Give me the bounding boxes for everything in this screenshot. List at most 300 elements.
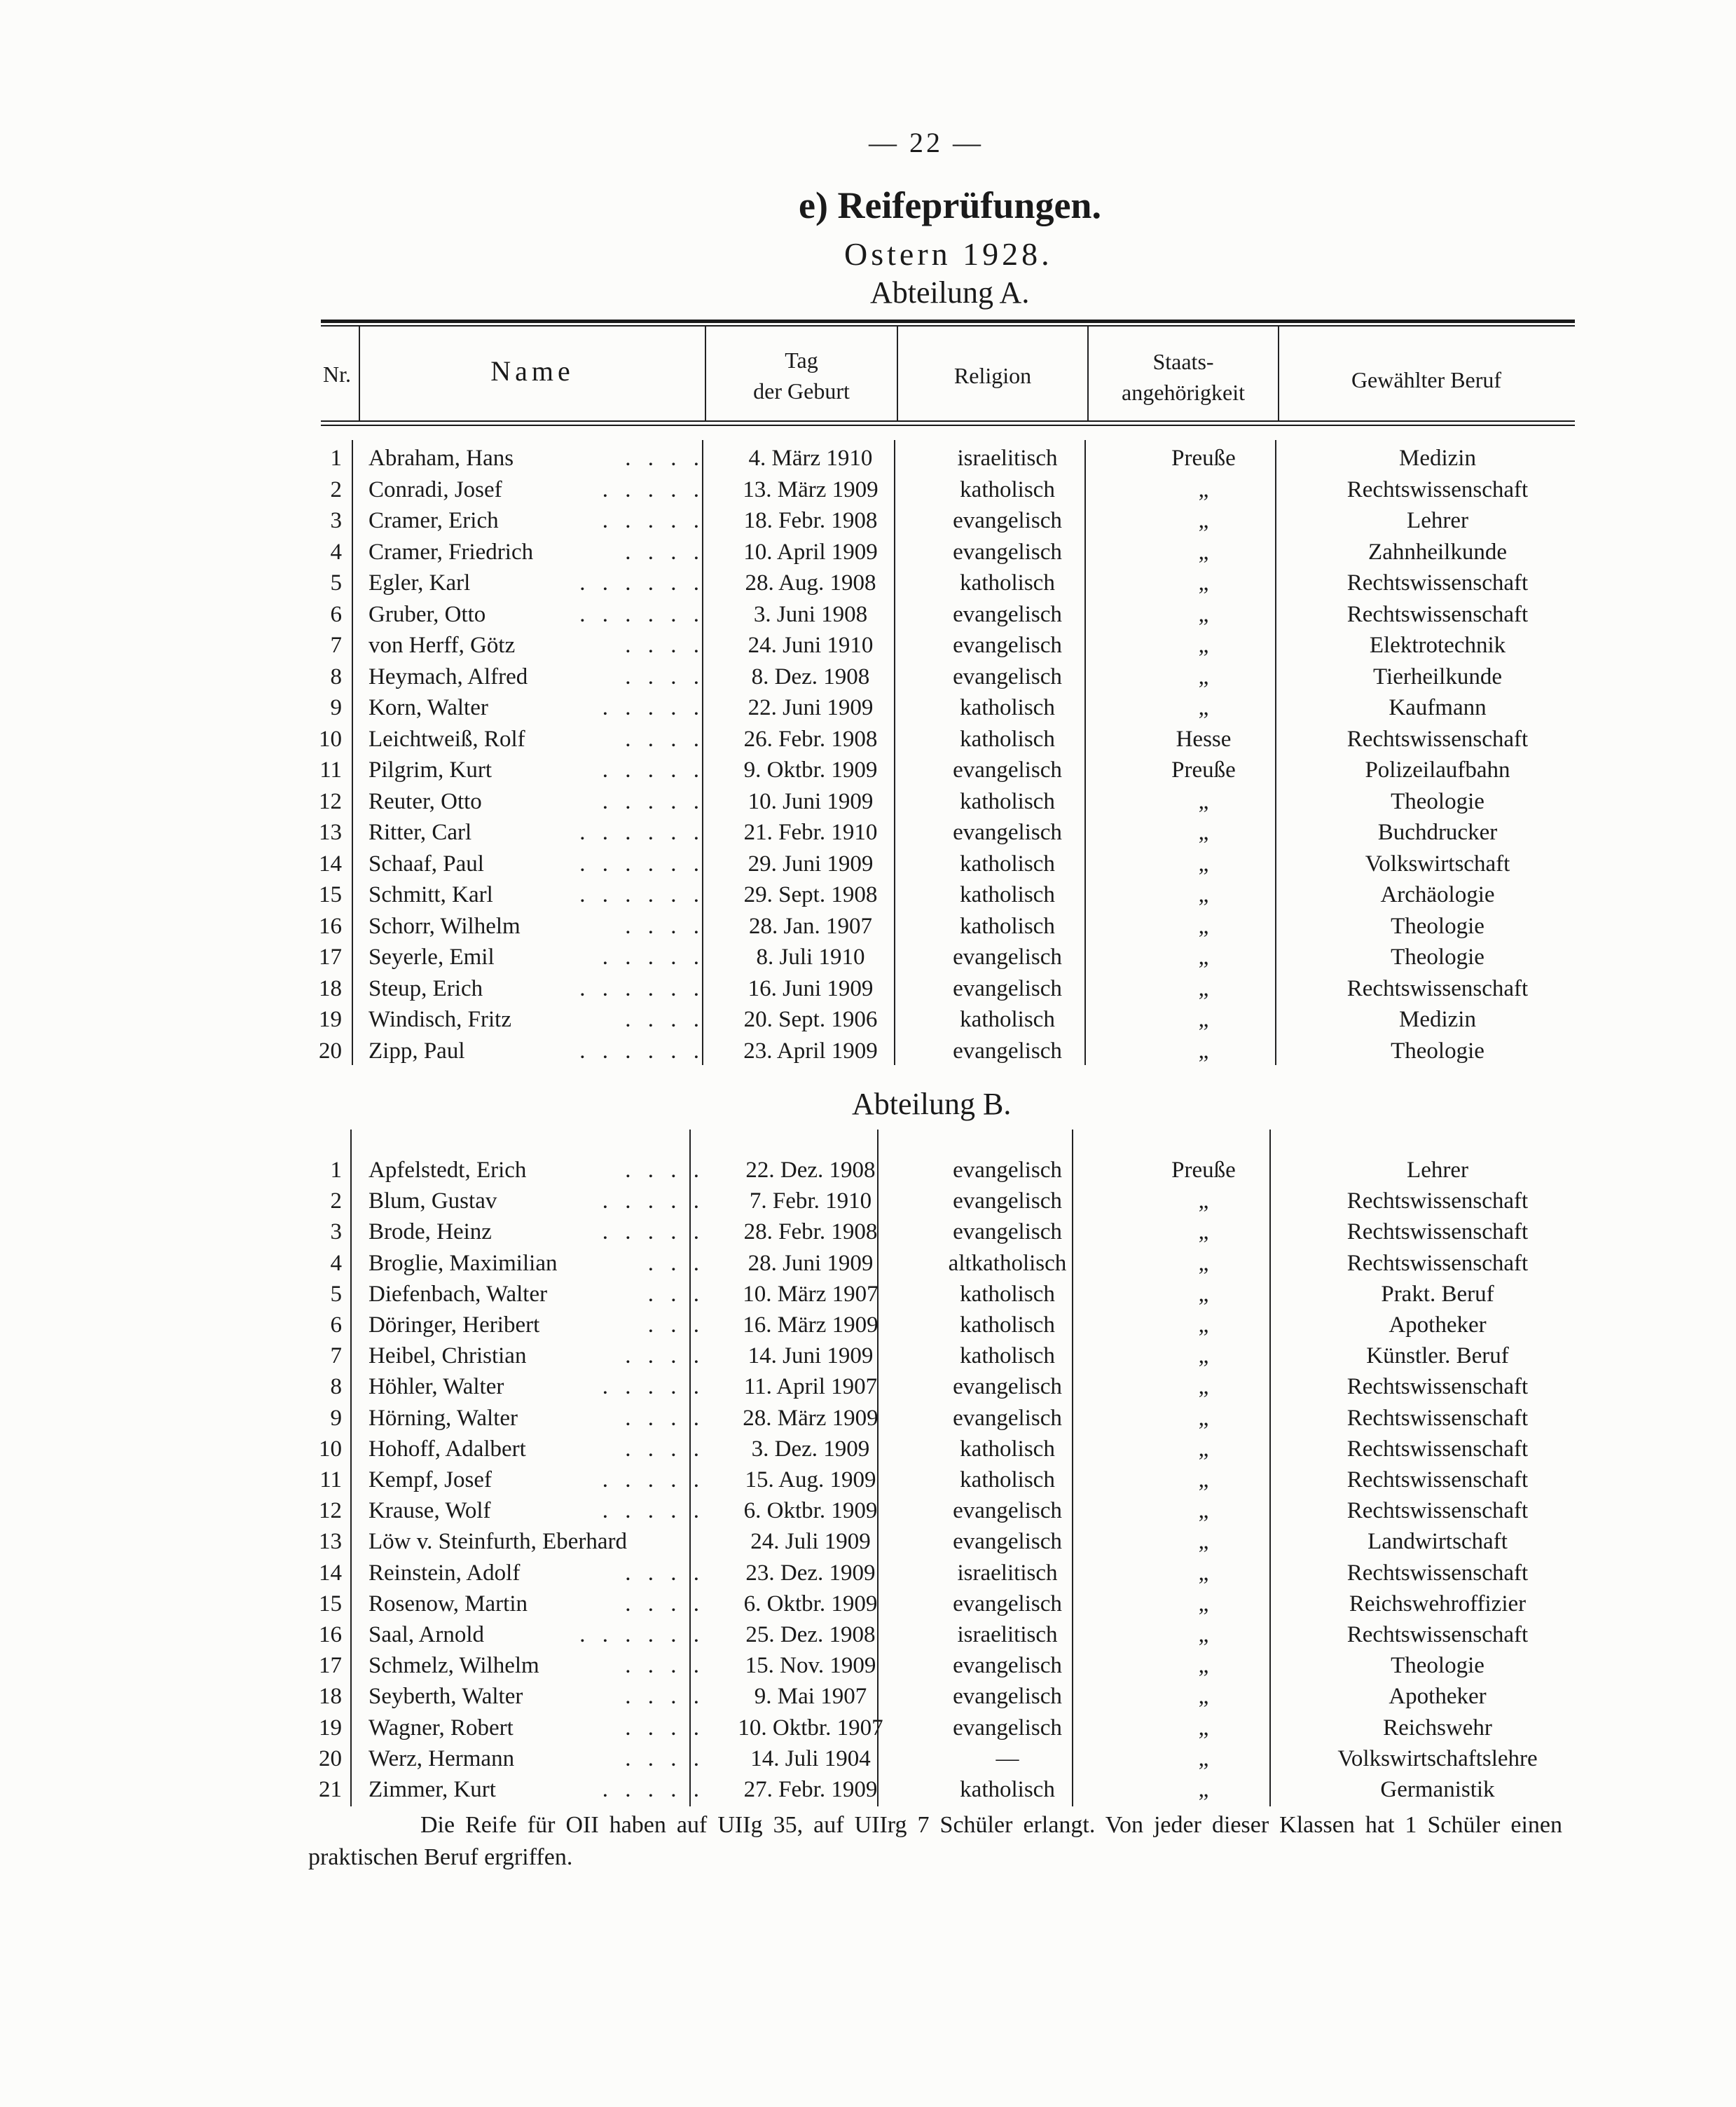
citizenship: „ — [1198, 695, 1209, 720]
student-name-cell — [368, 1155, 705, 1186]
birth-date: 21. Febr. 1910 — [743, 820, 878, 845]
birth-date: 10. Juni 1909 — [748, 788, 874, 814]
citizenship: „ — [1198, 1343, 1209, 1369]
citizenship: „ — [1198, 975, 1209, 1001]
table-row — [308, 1588, 1569, 1619]
table-row — [308, 505, 1569, 536]
birth-date: 28. Jan. 1907 — [749, 913, 872, 939]
student-name: Blum, Gustav — [368, 1188, 497, 1214]
student-name: Diefenbach, Walter — [368, 1281, 548, 1307]
religion: katholisch — [960, 1467, 1055, 1492]
table-row — [308, 443, 1569, 474]
birth-date: 3. Juni 1908 — [753, 601, 868, 627]
student-name: Gruber, Otto — [368, 601, 486, 627]
religion: katholisch — [960, 851, 1055, 877]
citizenship: „ — [1198, 1715, 1209, 1741]
student-name-cell — [368, 1713, 705, 1743]
student-name-cell — [368, 1340, 705, 1371]
student-name-cell — [368, 786, 705, 817]
student-name: Rosenow, Martin — [368, 1591, 528, 1617]
leader-dots: . . . . — [625, 1653, 705, 1679]
row-number: 2 — [330, 1188, 342, 1214]
student-name: Wagner, Robert — [368, 1715, 514, 1741]
student-name: Heibel, Christian — [368, 1343, 527, 1369]
citizenship: „ — [1198, 1007, 1209, 1032]
student-name: Seyerle, Emil — [368, 945, 495, 970]
table-row — [308, 817, 1569, 848]
religion: katholisch — [960, 695, 1055, 720]
leader-dots: . . . . . — [602, 695, 705, 720]
table-row — [308, 1403, 1569, 1434]
religion: evangelisch — [953, 601, 1062, 627]
student-name-cell — [368, 1248, 705, 1279]
student-name: Conradi, Josef — [368, 476, 502, 502]
header-nr: Nr. — [323, 362, 351, 387]
citizenship: „ — [1198, 1219, 1209, 1245]
student-name-cell — [368, 817, 705, 848]
student-name: Zimmer, Kurt — [368, 1777, 496, 1802]
religion: katholisch — [960, 1281, 1055, 1307]
birth-date: 23. Dez. 1909 — [745, 1560, 876, 1586]
leader-dots: . . . . . . — [579, 1622, 705, 1647]
leader-dots: . . . . . — [602, 1188, 705, 1214]
citizenship: „ — [1198, 664, 1209, 689]
row-number: 11 — [319, 1467, 342, 1492]
religion: katholisch — [960, 1007, 1055, 1032]
citizenship: „ — [1198, 1529, 1209, 1555]
table-row — [308, 755, 1569, 785]
leader-dots: . . . . . . — [579, 820, 705, 845]
religion: evangelisch — [953, 1653, 1062, 1679]
citizenship: „ — [1198, 601, 1209, 627]
table-row — [308, 1248, 1569, 1279]
leader-dots: . . . . — [625, 1745, 705, 1771]
student-name-cell — [368, 661, 705, 692]
religion: evangelisch — [953, 633, 1062, 658]
student-name: Seyberth, Walter — [368, 1684, 523, 1710]
religion: evangelisch — [953, 1715, 1062, 1741]
student-name-cell — [368, 1650, 705, 1681]
citizenship: Preuße — [1171, 446, 1236, 471]
student-name-cell — [368, 1681, 705, 1712]
table-row — [308, 692, 1569, 723]
religion: evangelisch — [953, 1188, 1062, 1214]
student-name-cell — [368, 1526, 705, 1557]
chosen-profession: Rechtswissenschaft — [1346, 975, 1529, 1001]
citizenship: „ — [1198, 1591, 1209, 1617]
student-name-cell — [368, 1036, 705, 1066]
header-top-rule — [321, 320, 1575, 323]
table-row — [308, 1216, 1569, 1247]
religion: evangelisch — [953, 1405, 1062, 1431]
citizenship: „ — [1198, 913, 1209, 939]
chosen-profession: Rechtswissenschaft — [1346, 476, 1529, 502]
row-number: 17 — [319, 1653, 342, 1679]
religion: evangelisch — [953, 945, 1062, 970]
citizenship: „ — [1198, 1436, 1209, 1462]
citizenship: „ — [1198, 1281, 1209, 1307]
leader-dots: . . . . . . — [579, 1038, 705, 1064]
student-name: Hörning, Walter — [368, 1405, 518, 1431]
row-number: 1 — [330, 1158, 342, 1183]
religion: evangelisch — [953, 508, 1062, 533]
student-name: Apfelstedt, Erich — [368, 1158, 527, 1183]
student-name: Ritter, Carl — [368, 820, 472, 845]
leader-dots: . . . . . . — [579, 851, 705, 877]
leader-dots: . . . . . — [602, 1467, 705, 1492]
header-profession: Gewählter Beruf — [1351, 367, 1502, 392]
chosen-profession: Medizin — [1399, 446, 1476, 471]
student-name-cell — [368, 599, 705, 630]
chosen-profession: Reichswehroffizier — [1349, 1591, 1527, 1617]
leader-dots: . . . — [647, 1250, 705, 1276]
table-row — [308, 1340, 1569, 1371]
religion: evangelisch — [953, 1158, 1062, 1183]
student-name: Pilgrim, Kurt — [368, 757, 492, 783]
student-name: Brode, Heinz — [368, 1219, 492, 1245]
table-row — [308, 1279, 1569, 1310]
student-name: Cramer, Friedrich — [368, 539, 534, 565]
chosen-profession: Reichswehr — [1383, 1715, 1492, 1741]
chosen-profession: Elektrotechnik — [1369, 633, 1506, 658]
student-name-cell — [368, 1619, 705, 1650]
student-name: Hohoff, Adalbert — [368, 1436, 526, 1462]
chosen-profession: Lehrer — [1407, 508, 1468, 533]
chosen-profession: Lehrer — [1407, 1158, 1468, 1183]
student-name-cell — [368, 1371, 705, 1402]
student-name: Döringer, Heribert — [368, 1312, 540, 1338]
religion: katholisch — [960, 788, 1055, 814]
chosen-profession: Theologie — [1391, 945, 1484, 970]
birth-date: 28. Febr. 1908 — [743, 1219, 878, 1245]
row-number: 12 — [319, 788, 342, 814]
row-number: 3 — [330, 508, 342, 533]
row-number: 12 — [319, 1498, 342, 1524]
table-row — [308, 911, 1569, 942]
religion: katholisch — [960, 1312, 1055, 1338]
table-row — [308, 724, 1569, 755]
row-number: 3 — [330, 1219, 342, 1245]
birth-date: 28. Juni 1909 — [748, 1250, 874, 1276]
leader-dots: . . . . . — [602, 508, 705, 533]
leader-dots: . . . . . — [602, 1219, 705, 1245]
chosen-profession: Germanistik — [1380, 1777, 1495, 1802]
leader-dots: . . . . . — [602, 788, 705, 814]
table-row — [308, 942, 1569, 973]
table-row — [308, 568, 1569, 598]
student-name: Heymach, Alfred — [368, 664, 528, 689]
department-a-title: Abteilung A. — [870, 275, 1030, 310]
student-name: Cramer, Erich — [368, 508, 499, 533]
table-row — [308, 1713, 1569, 1743]
table-row — [308, 1434, 1569, 1464]
leader-dots: . . . . — [625, 913, 705, 939]
religion: evangelisch — [953, 1219, 1062, 1245]
row-number: 2 — [330, 476, 342, 502]
table-row — [308, 786, 1569, 817]
leader-dots: . . . — [647, 1281, 705, 1307]
row-number: 13 — [319, 1529, 342, 1555]
leader-dots: . . . — [647, 1312, 705, 1338]
table-row — [308, 630, 1569, 661]
citizenship: „ — [1198, 633, 1209, 658]
table-row — [308, 1743, 1569, 1774]
birth-date: 24. Juni 1910 — [748, 633, 874, 658]
student-name: Höhler, Walter — [368, 1374, 504, 1400]
student-name-cell — [368, 537, 705, 568]
student-name-cell — [368, 1004, 705, 1035]
chosen-profession: Volkswirtschaft — [1365, 851, 1510, 877]
section-title: e) Reifeprüfungen. — [799, 184, 1101, 226]
chosen-profession: Rechtswissenschaft — [1346, 601, 1529, 627]
citizenship: „ — [1198, 1374, 1209, 1400]
student-name-cell — [368, 1216, 705, 1247]
student-name-cell — [368, 1588, 705, 1619]
row-number: 8 — [330, 664, 342, 689]
leader-dots: . . . . — [625, 633, 705, 658]
chosen-profession: Rechtswissenschaft — [1346, 1467, 1529, 1492]
student-name: Werz, Hermann — [368, 1745, 515, 1771]
birth-date: 14. Juni 1909 — [748, 1343, 874, 1369]
row-number: 20 — [319, 1038, 342, 1064]
religion: israelitisch — [957, 1622, 1058, 1647]
row-number: 15 — [319, 882, 342, 907]
student-name: Schorr, Wilhelm — [368, 913, 521, 939]
chosen-profession: Rechtswissenschaft — [1346, 1250, 1529, 1276]
table-row — [308, 1186, 1569, 1216]
student-name: Saal, Arnold — [368, 1622, 484, 1647]
citizenship: „ — [1198, 1560, 1209, 1586]
student-name-cell — [368, 1774, 705, 1805]
header-bottom-rule-thin — [321, 425, 1575, 426]
row-number: 18 — [319, 975, 342, 1001]
citizenship: „ — [1198, 1467, 1209, 1492]
leader-dots: . . . . — [625, 1715, 705, 1741]
student-name-cell — [368, 443, 705, 474]
birth-date: 6. Oktbr. 1909 — [743, 1498, 878, 1524]
table-row — [308, 1155, 1569, 1186]
leader-dots: . . . . . — [602, 945, 705, 970]
student-name-cell — [368, 568, 705, 598]
religion: evangelisch — [953, 757, 1062, 783]
table-row — [308, 1650, 1569, 1681]
birth-date: 13. März 1909 — [743, 476, 879, 502]
citizenship: „ — [1198, 851, 1209, 877]
chosen-profession: Rechtswissenschaft — [1346, 1374, 1529, 1400]
religion: evangelisch — [953, 1591, 1062, 1617]
leader-dots: . . . . — [625, 1007, 705, 1032]
religion: katholisch — [960, 476, 1055, 502]
student-name: Krause, Wolf — [368, 1498, 491, 1524]
birth-date: 29. Sept. 1908 — [743, 882, 878, 907]
row-number: 7 — [330, 1343, 342, 1369]
citizenship: „ — [1198, 1653, 1209, 1679]
birth-date: 26. Febr. 1908 — [743, 726, 878, 752]
table-row — [308, 1619, 1569, 1650]
table-row — [308, 879, 1569, 910]
chosen-profession: Rechtswissenschaft — [1346, 1560, 1529, 1586]
row-number: 16 — [319, 1622, 342, 1647]
table-row — [308, 1774, 1569, 1805]
row-number: 9 — [330, 695, 342, 720]
row-number: 11 — [319, 757, 342, 783]
leader-dots: . . . . — [625, 446, 705, 471]
birth-date: 10. März 1907 — [743, 1281, 879, 1307]
student-name-cell — [368, 630, 705, 661]
birth-date: 7. Febr. 1910 — [749, 1188, 872, 1214]
chosen-profession: Archäologie — [1380, 882, 1495, 907]
citizenship: „ — [1198, 1745, 1209, 1771]
citizenship: „ — [1198, 476, 1209, 502]
citizenship: Preuße — [1171, 1158, 1236, 1183]
birth-date: 28. Aug. 1908 — [745, 570, 876, 596]
religion: katholisch — [960, 570, 1055, 596]
citizenship: „ — [1198, 1684, 1209, 1710]
chosen-profession: Theologie — [1391, 913, 1484, 939]
religion: evangelisch — [953, 1529, 1062, 1555]
row-number: 9 — [330, 1405, 342, 1431]
leader-dots: . . . . . — [602, 1777, 705, 1802]
table-row — [308, 1371, 1569, 1402]
chosen-profession: Theologie — [1391, 1038, 1484, 1064]
birth-date: 22. Juni 1909 — [748, 695, 874, 720]
religion: evangelisch — [953, 975, 1062, 1001]
birth-date: 24. Juli 1909 — [750, 1529, 871, 1555]
row-number: 4 — [330, 1250, 342, 1276]
leader-dots: . . . . — [625, 664, 705, 689]
religion: evangelisch — [953, 539, 1062, 565]
row-number: 20 — [319, 1745, 342, 1771]
student-name: Broglie, Maximilian — [368, 1250, 558, 1276]
birth-date: 22. Dez. 1908 — [745, 1158, 876, 1183]
birth-date: 11. April 1907 — [743, 1374, 878, 1400]
leader-dots: . . . . — [625, 1591, 705, 1617]
row-number: 5 — [330, 1281, 342, 1307]
leader-dots: . . . . — [625, 1343, 705, 1369]
chosen-profession: Apotheker — [1389, 1684, 1487, 1710]
student-name: Reinstein, Adolf — [368, 1560, 521, 1586]
student-name-cell — [368, 724, 705, 755]
citizenship: „ — [1198, 788, 1209, 814]
chosen-profession: Rechtswissenschaft — [1346, 1436, 1529, 1462]
student-name: Egler, Karl — [368, 570, 471, 596]
birth-date: 6. Oktbr. 1909 — [743, 1591, 878, 1617]
religion: katholisch — [960, 726, 1055, 752]
table-row — [308, 1681, 1569, 1712]
header-top-rule-thin — [321, 325, 1575, 327]
chosen-profession: Medizin — [1399, 1007, 1476, 1032]
leader-dots: . . . . — [625, 1436, 705, 1462]
birth-date: 9. Mai 1907 — [754, 1684, 867, 1710]
birth-date: 16. Juni 1909 — [748, 975, 874, 1001]
table-row — [308, 661, 1569, 692]
row-number: 17 — [319, 945, 342, 970]
religion: katholisch — [960, 1777, 1055, 1802]
student-name: Steup, Erich — [368, 975, 483, 1001]
table-row — [308, 1464, 1569, 1495]
chosen-profession: Künstler. Beruf — [1366, 1343, 1509, 1369]
citizenship: „ — [1198, 1777, 1209, 1802]
table-row — [308, 1526, 1569, 1557]
leader-dots: . . . . . . — [579, 570, 705, 596]
student-name-cell — [368, 1186, 705, 1216]
student-name: Schaaf, Paul — [368, 851, 484, 877]
student-name-cell — [368, 1495, 705, 1526]
student-name-cell — [368, 1464, 705, 1495]
religion: israelitisch — [957, 446, 1058, 471]
student-name-cell — [368, 879, 705, 910]
student-name: Zipp, Paul — [368, 1038, 465, 1064]
leader-dots: . . . . — [625, 1684, 705, 1710]
row-number: 5 — [330, 570, 342, 596]
citizenship: Hesse — [1176, 726, 1232, 752]
religion: evangelisch — [953, 664, 1062, 689]
student-name-cell — [368, 973, 705, 1004]
chosen-profession: Tierheilkunde — [1373, 664, 1502, 689]
leader-dots: . . . . . . — [579, 882, 705, 907]
header-birth-line2: der Geburt — [753, 378, 850, 404]
birth-date: 10. April 1909 — [743, 539, 878, 565]
table-row — [308, 1558, 1569, 1588]
row-number: 10 — [319, 726, 342, 752]
row-number: 14 — [319, 851, 342, 877]
chosen-profession: Theologie — [1391, 788, 1484, 814]
citizenship: „ — [1198, 1405, 1209, 1431]
student-name-cell — [368, 474, 705, 505]
page-number: — 22 — — [869, 127, 984, 158]
religion: israelitisch — [957, 1560, 1058, 1586]
table-row — [308, 1004, 1569, 1035]
row-number: 19 — [319, 1007, 342, 1032]
leader-dots: . . . . — [625, 539, 705, 565]
table-row — [308, 537, 1569, 568]
chosen-profession: Landwirtschaft — [1368, 1529, 1508, 1555]
student-name: Reuter, Otto — [368, 788, 482, 814]
row-number: 19 — [319, 1715, 342, 1741]
birth-date: 4. März 1910 — [748, 446, 873, 471]
student-name: Löw v. Steinfurth, Eberhard — [368, 1529, 628, 1555]
birth-date: 18. Febr. 1908 — [743, 508, 878, 533]
row-number: 13 — [319, 820, 342, 845]
row-number: 6 — [330, 1312, 342, 1338]
table-row — [308, 849, 1569, 879]
religion: katholisch — [960, 913, 1055, 939]
chosen-profession: Rechtswissenschaft — [1346, 1219, 1529, 1245]
birth-date: 15. Aug. 1909 — [745, 1467, 876, 1492]
header-bottom-rule — [321, 420, 1575, 422]
header-citizenship-line2: angehörigkeit — [1122, 380, 1245, 405]
citizenship: „ — [1198, 945, 1209, 970]
row-number: 10 — [319, 1436, 342, 1462]
chosen-profession: Rechtswissenschaft — [1346, 1498, 1529, 1524]
chosen-profession: Rechtswissenschaft — [1346, 1188, 1529, 1214]
citizenship: „ — [1198, 1038, 1209, 1064]
birth-date: 10. Oktbr. 1907 — [738, 1715, 883, 1741]
religion: evangelisch — [953, 1498, 1062, 1524]
citizenship: „ — [1198, 570, 1209, 596]
student-name-cell — [368, 1558, 705, 1588]
religion: evangelisch — [953, 820, 1062, 845]
leader-dots: . . . . — [625, 1560, 705, 1586]
student-name-cell — [368, 911, 705, 942]
row-number: 21 — [319, 1777, 342, 1802]
birth-date: 8. Dez. 1908 — [751, 664, 870, 689]
student-name-cell — [368, 692, 705, 723]
religion: altkatholisch — [948, 1250, 1067, 1276]
birth-date: 20. Sept. 1906 — [743, 1007, 878, 1032]
birth-date: 23. April 1909 — [743, 1038, 878, 1064]
birth-date: 9. Oktbr. 1909 — [743, 757, 878, 783]
